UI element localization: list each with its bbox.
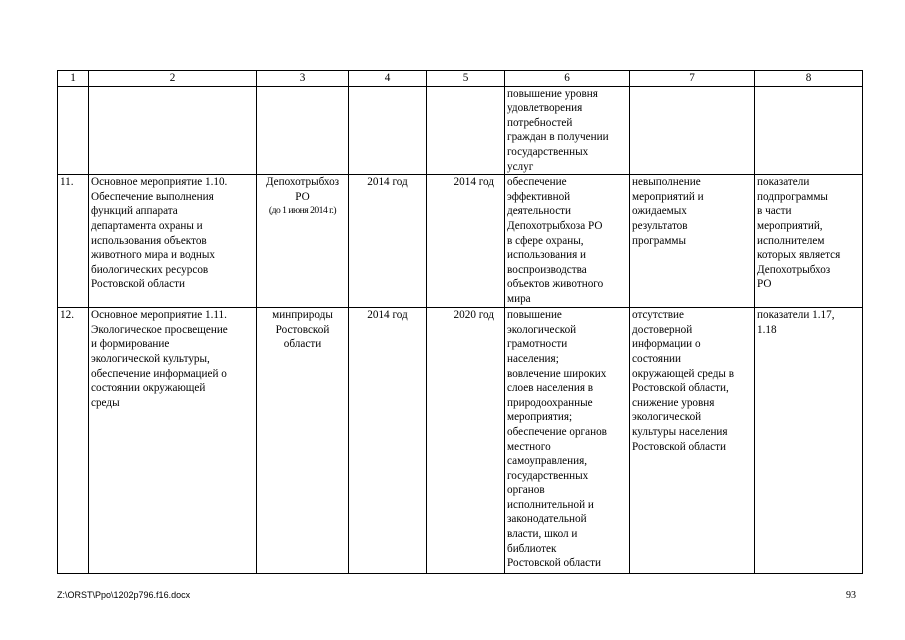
table-cell	[630, 86, 755, 175]
table-cell	[349, 86, 427, 175]
table-row-11	[58, 175, 863, 308]
expected-result-cell: повышение уровня удовлетворения потребностей граждан в получении государственных услуг	[505, 86, 630, 175]
page-number: 93	[846, 590, 856, 601]
column-number: 2	[89, 71, 257, 87]
consequences-cell: невыполнение мероприятий и ожидаемых результатов программы	[630, 175, 755, 308]
end-year-cell: 2014 год	[427, 175, 505, 308]
program-measures-table	[57, 70, 863, 574]
executor-name: Депохотрыбхоз РО	[265, 176, 340, 203]
column-number: 1	[58, 71, 89, 87]
continuation-row	[58, 86, 863, 175]
column-number: 3	[257, 71, 349, 87]
column-number: 7	[630, 71, 755, 87]
executor-note: (до 1 июня 2014 г.)	[268, 205, 337, 217]
consequences-cell: отсутствие достоверной информации о состоянии окружающей среды в Ростовской области, снижение уровня экологической культуры населения Ростовской области	[630, 308, 755, 574]
indicators-cell: показатели подпрограммы в части мероприятий, исполнителем которых является Депохотрыбхоз РО	[755, 175, 863, 308]
column-number: 6	[505, 71, 630, 87]
table-cell	[427, 86, 505, 175]
end-year-cell: 2020 год	[427, 308, 505, 574]
row-number: 11.	[58, 175, 89, 308]
expected-result-cell: повышение экологической грамотности населения; вовлечение широких слоев населения в природоохранные мероприятия; обеспечение органов местного самоуправления, государственных органов исполнительной и законодательной власти, школ и библиотек Ростовской области	[505, 308, 630, 574]
table-cell	[755, 86, 863, 175]
table-cell	[257, 86, 349, 175]
table-cell	[58, 86, 89, 175]
executor-cell	[257, 175, 349, 308]
column-number-row	[58, 71, 863, 87]
table-cell	[89, 86, 257, 175]
column-number: 4	[349, 71, 427, 87]
column-number: 5	[427, 71, 505, 87]
file-path-footer: Z:\ORST\Ppo\1202p796.f16.docx	[57, 590, 191, 600]
measure-name-cell: Основное мероприятие 1.11. Экологическое просвещение и формирование экологической культуры, обеспечение информацией о состоянии окружающей среды	[89, 308, 257, 574]
start-year-cell: 2014 год	[349, 175, 427, 308]
expected-result-cell: обеспечение эффективной деятельности Депохотрыбхоза РО в сфере охраны, использования и воспроизводства объектов животного мира	[505, 175, 630, 308]
measure-name-cell: Основное мероприятие 1.10. Обеспечение выполнения функций аппарата департамента охраны и использования объектов животного мира и водных биологических ресурсов Ростовской области	[89, 175, 257, 308]
start-year-cell: 2014 год	[349, 308, 427, 574]
column-number: 8	[755, 71, 863, 87]
table-row-12	[58, 308, 863, 574]
row-number: 12.	[58, 308, 89, 574]
indicators-cell: показатели 1.17, 1.18	[755, 308, 863, 574]
executor-cell: минприроды Ростовской области	[257, 308, 349, 574]
